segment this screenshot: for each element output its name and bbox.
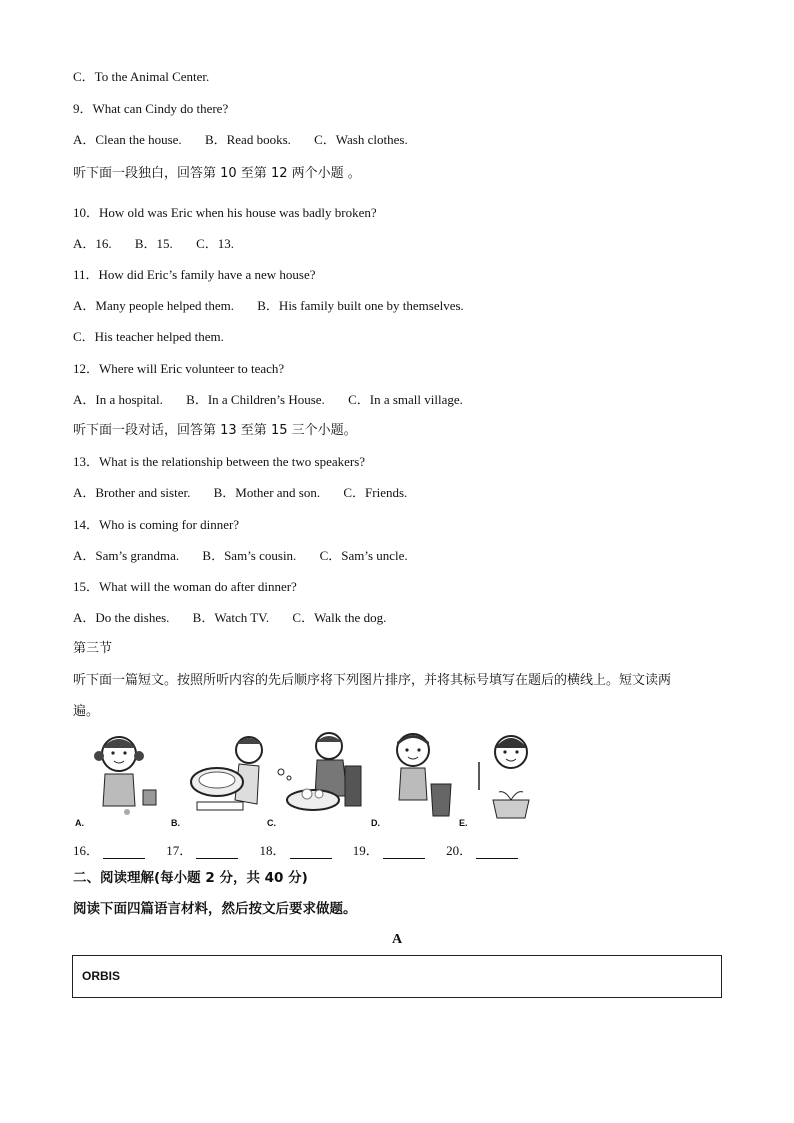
boy-with-bin-icon [371,726,457,828]
option-b[interactable]: B．Watch TV. [192,610,270,625]
option-b[interactable]: B．Read books. [204,132,291,147]
option-a[interactable]: A．Do the dishes. [73,610,170,625]
option-b[interactable]: B．His family built one by themselves. [257,298,464,313]
section-instruction-dialogue: 听下面一段对话，回答第 13 至第 15 三个小题。 [73,423,357,438]
option-b[interactable]: B．In a Children’s House. [186,392,325,407]
question-11: 11．How did Eric’s family have a new house? [73,267,316,282]
blank-17[interactable] [166,840,238,859]
option-a[interactable]: A．In a hospital. [73,392,163,407]
option-b[interactable]: B．Mother and son. [213,485,321,500]
option-a[interactable]: A．Clean the house. [73,132,182,147]
answer-blanks [73,840,536,859]
question-10: 10．How old was Eric when his house was badly broken? [73,205,377,220]
option-a[interactable]: A．Many people helped them. [73,298,235,313]
option-c[interactable]: C．In a small village. [348,392,463,407]
section-3-instruction: 听下面一篇短文。按照所听内容的先后顺序将下列图片排序，并将其标号填写在题后的横线上。短文读两 [73,673,672,688]
question-11-options [73,298,484,314]
passage-title: ORBIS [82,969,121,983]
blank-18[interactable] [260,840,332,859]
blank-19[interactable] [353,840,425,859]
question-12: 12．Where will Eric volunteer to teach? [73,361,285,376]
passage-title-box [72,955,722,998]
girl-washing-clothes-icon [267,726,353,828]
boy-washing-dishes-icon [171,726,257,828]
option-b[interactable]: B．15. [134,236,173,251]
option-c[interactable]: C．Walk the dog. [292,610,387,625]
part-2-heading: 二、阅读理解(每小题 2 分，共 40 分) [73,870,308,886]
question-13: 13．What is the relationship between the two speakers? [73,454,366,469]
picture-label-d: D. [371,818,380,828]
picture-row [75,726,545,831]
blank-number: 19． [352,843,379,858]
option-b[interactable]: B．Sam’s cousin. [202,548,297,563]
option-c[interactable]: C．Sam’s uncle. [319,548,408,563]
girl-watering-plant-icon [459,726,545,828]
option-c-line: C．To the Animal Center. [73,69,210,84]
blank-number: 20． [446,843,473,858]
question-9-options [73,132,428,148]
blank-number: 17． [166,843,193,858]
question-14-options [73,548,428,564]
picture-label-a: A. [75,818,84,828]
question-14: 14．Who is coming for dinner? [73,517,240,532]
part-2-instruction: 阅读下面四篇语言材料，然后按文后要求做题。 [73,901,357,917]
blank-number: 16． [73,843,100,858]
question-15-options [73,610,406,626]
option-a[interactable]: A．Brother and sister. [73,485,191,500]
girl-with-bucket-icon [75,726,161,828]
question-10-options [73,236,254,252]
blank-20[interactable] [446,840,518,859]
question-13-options [73,485,427,501]
question-12-options [73,392,483,408]
option-a[interactable]: A．16. [73,236,112,251]
section-instruction-monologue: 听下面一段独白，回答第 10 至第 12 两个小题 。 [73,166,361,181]
option-c[interactable]: C．Wash clothes. [314,132,408,147]
passage-label: A [391,932,403,947]
section-3-instruction-cont: 遍。 [73,704,100,719]
picture-label-b: B. [171,818,180,828]
question-11-option-c[interactable]: C．His teacher helped them. [73,329,224,344]
option-c[interactable]: C．13. [196,236,234,251]
question-9: 9．What can Cindy do there? [73,101,229,116]
picture-label-e: E. [459,818,468,828]
option-a[interactable]: A．Sam’s grandma. [73,548,180,563]
option-c[interactable]: C．Friends. [343,485,408,500]
blank-number: 18． [259,843,286,858]
section-3-heading: 第三节 [73,641,113,656]
picture-label-c: C. [267,818,276,828]
question-15: 15．What will the woman do after dinner? [73,579,297,594]
blank-16[interactable] [73,840,145,859]
